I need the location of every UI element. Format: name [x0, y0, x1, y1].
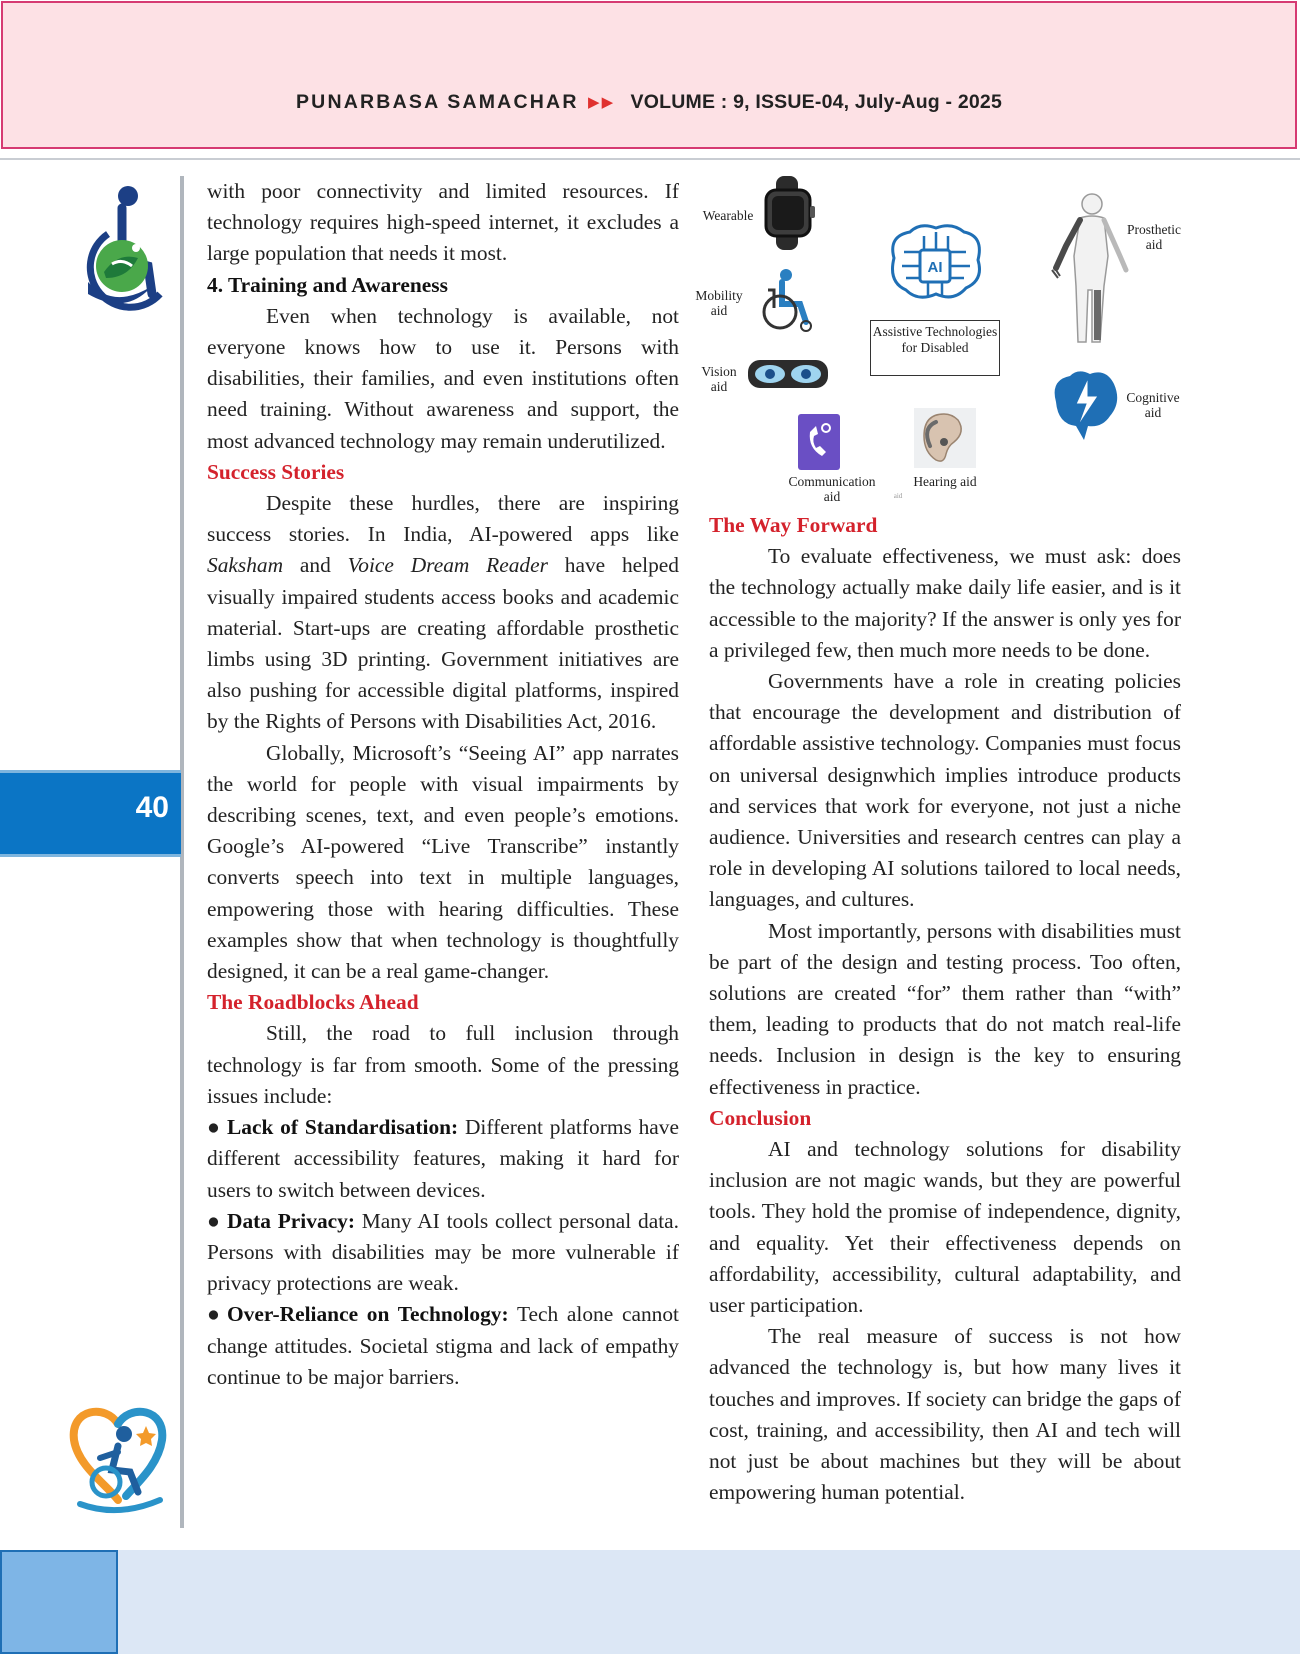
prosthetic-label: Prosthetic aid — [1127, 222, 1181, 252]
communication-device-icon — [796, 412, 842, 472]
ai-chip-label: AI — [927, 259, 943, 276]
cognitive-label: Cognitive aid — [1126, 390, 1180, 420]
way-forward-paragraph-3: Most importantly, persons with disabilities must be part of the design and testing process. Too often, solutions are created “for” them rather than “with” them, leading to products that do not match real-life needs. Inclusion in design is the key to ensuring effectiveness in practice. — [709, 918, 1181, 1099]
publication-title: PUNARBASA SAMACHAR — [295, 91, 579, 113]
right-column — [709, 510, 1181, 1509]
wheelchair-icon — [754, 268, 818, 332]
header-divider — [0, 158, 1300, 160]
assistive-tech-box: Assistive Technologies for Disabled — [870, 320, 1000, 376]
conclusion-paragraph-2: The real measure of success is not how advanced the technology is, but how many lives it touches and improves. If society can bridge the gaps of cost, training, and accessibility, then AI and tech will not just be about machines but they will be about empowering human potential. — [709, 1324, 1181, 1505]
vision-glasses-icon — [746, 356, 830, 392]
bullet-icon: ● — [207, 1302, 220, 1327]
way-forward-paragraph-1: To evaluate effectiveness, we must ask: does the technology actually make daily life easier, and is it accessible to the majority? If the answer is only yes for a privileged few, then much more needs to be done. — [709, 544, 1181, 662]
roadblocks-heading: The Roadblocks Ahead — [207, 990, 419, 1015]
disability-logo-icon — [78, 182, 168, 324]
roadblocks-paragraph: Still, the road to full inclusion through technology is far from smooth. Some of the pressing issues include: — [207, 1021, 679, 1108]
hearing-small-label: aid — [893, 492, 903, 500]
success-paragraph-1: Despite these hurdles, there are inspiring success stories. In India, AI-powered apps like Saksham and Voice Dream Reader have helped visually impaired students access books and academic material. Start-ups are creating affordable prosthetic limbs using 3D printing. Government initiatives are also pushing for accessible digital platforms, inspired by the Rights of Persons with Disabilities Act, 2016. — [207, 491, 679, 734]
page-number: 40 — [135, 791, 169, 824]
communication-label: Communication aid — [788, 474, 876, 504]
cognitive-brain-icon — [1048, 368, 1120, 442]
footer-accent-box — [0, 1550, 118, 1654]
bullet-icon: ● — [207, 1115, 220, 1140]
page-header — [1, 1, 1297, 149]
conclusion-heading: Conclusion — [709, 1105, 812, 1130]
vision-label: Vision aid — [701, 364, 737, 394]
prosthetic-body-icon — [1046, 190, 1132, 350]
volume-info: VOLUME : 9, ISSUE-04, July-Aug - 2025 — [630, 91, 1003, 113]
ai-brain-chip-icon — [884, 222, 986, 308]
bullet-icon: ● — [207, 1208, 220, 1233]
hearing-label: Hearing aid — [913, 474, 977, 489]
hearing-aid-icon — [914, 408, 976, 468]
mobility-label: Mobility aid — [695, 288, 743, 318]
conclusion-paragraph-1: AI and technology solutions for disability inclusion are not magic wands, but they are powerful tools. They hold the promise of independence, dignity, and equality. Yet their effectiveness depends on affordability, accessibility, cultural adaptability, and user participation. — [709, 1137, 1181, 1318]
page-number-tab — [0, 770, 181, 857]
bullet-standardisation: ● Lack of Standardisation: Different platforms have different accessibility features, making it hard for users to switch between devices. — [207, 1112, 679, 1206]
inclusion-logo-icon — [66, 1400, 172, 1518]
training-paragraph: Even when technology is available, not everyone knows how to use it. Persons with disabilities, their families, and even institutions often need training. Without awareness and support, the most advanced technology may remain underutilized. — [207, 303, 679, 453]
success-paragraph-2: Globally, Microsoft’s “Seeing AI” app narrates the world for people with visual impairments by describing scenes, text, and even people’s emotions. Google’s AI-powered “Live Transcribe” instantly converts speech into text in multiple languages, empowering those with hearing difficulties. These examples show that when technology is thoughtfully designed, it can be a real game-changer. — [207, 740, 679, 984]
training-heading: 4. Training and Awareness — [207, 272, 448, 297]
app-name-voice-dream: Voice Dream Reader — [347, 553, 548, 578]
footer-band — [0, 1550, 1300, 1654]
success-stories-heading: Success Stories — [207, 459, 345, 484]
way-forward-paragraph-2: Governments have a role in creating policies that encourage the development and distribution of affordable assistive technology. Companies must focus on universal designwhich implies introduce products and services that work for everyone, not just a niche audience. Universities and research centres can play a role in developing AI solutions tailored to local needs, languages, and cultures. — [709, 669, 1181, 912]
wearable-label: Wearable — [702, 208, 754, 223]
assistive-tech-figure — [694, 176, 1024, 506]
smartwatch-icon — [758, 176, 820, 250]
intro-paragraph: with poor connectivity and limited resources. If technology requires high-speed internet, it excludes a large population that needs it most. — [207, 179, 679, 266]
bullet-over-reliance: ● Over-Reliance on Technology: Tech alone cannot change attitudes. Societal stigma and lack of empathy continue to be major barriers. — [207, 1299, 679, 1393]
way-forward-heading: The Way Forward — [709, 513, 878, 537]
double-arrow-icon: ▶▶ — [588, 94, 616, 111]
bullet-data-privacy: ● Data Privacy: Many AI tools collect personal data. Persons with disabilities may be more vulnerable if privacy protections are weak. — [207, 1206, 679, 1300]
left-column — [207, 176, 679, 1393]
header-line — [3, 91, 1295, 114]
app-name-saksham: Saksham — [207, 553, 284, 578]
